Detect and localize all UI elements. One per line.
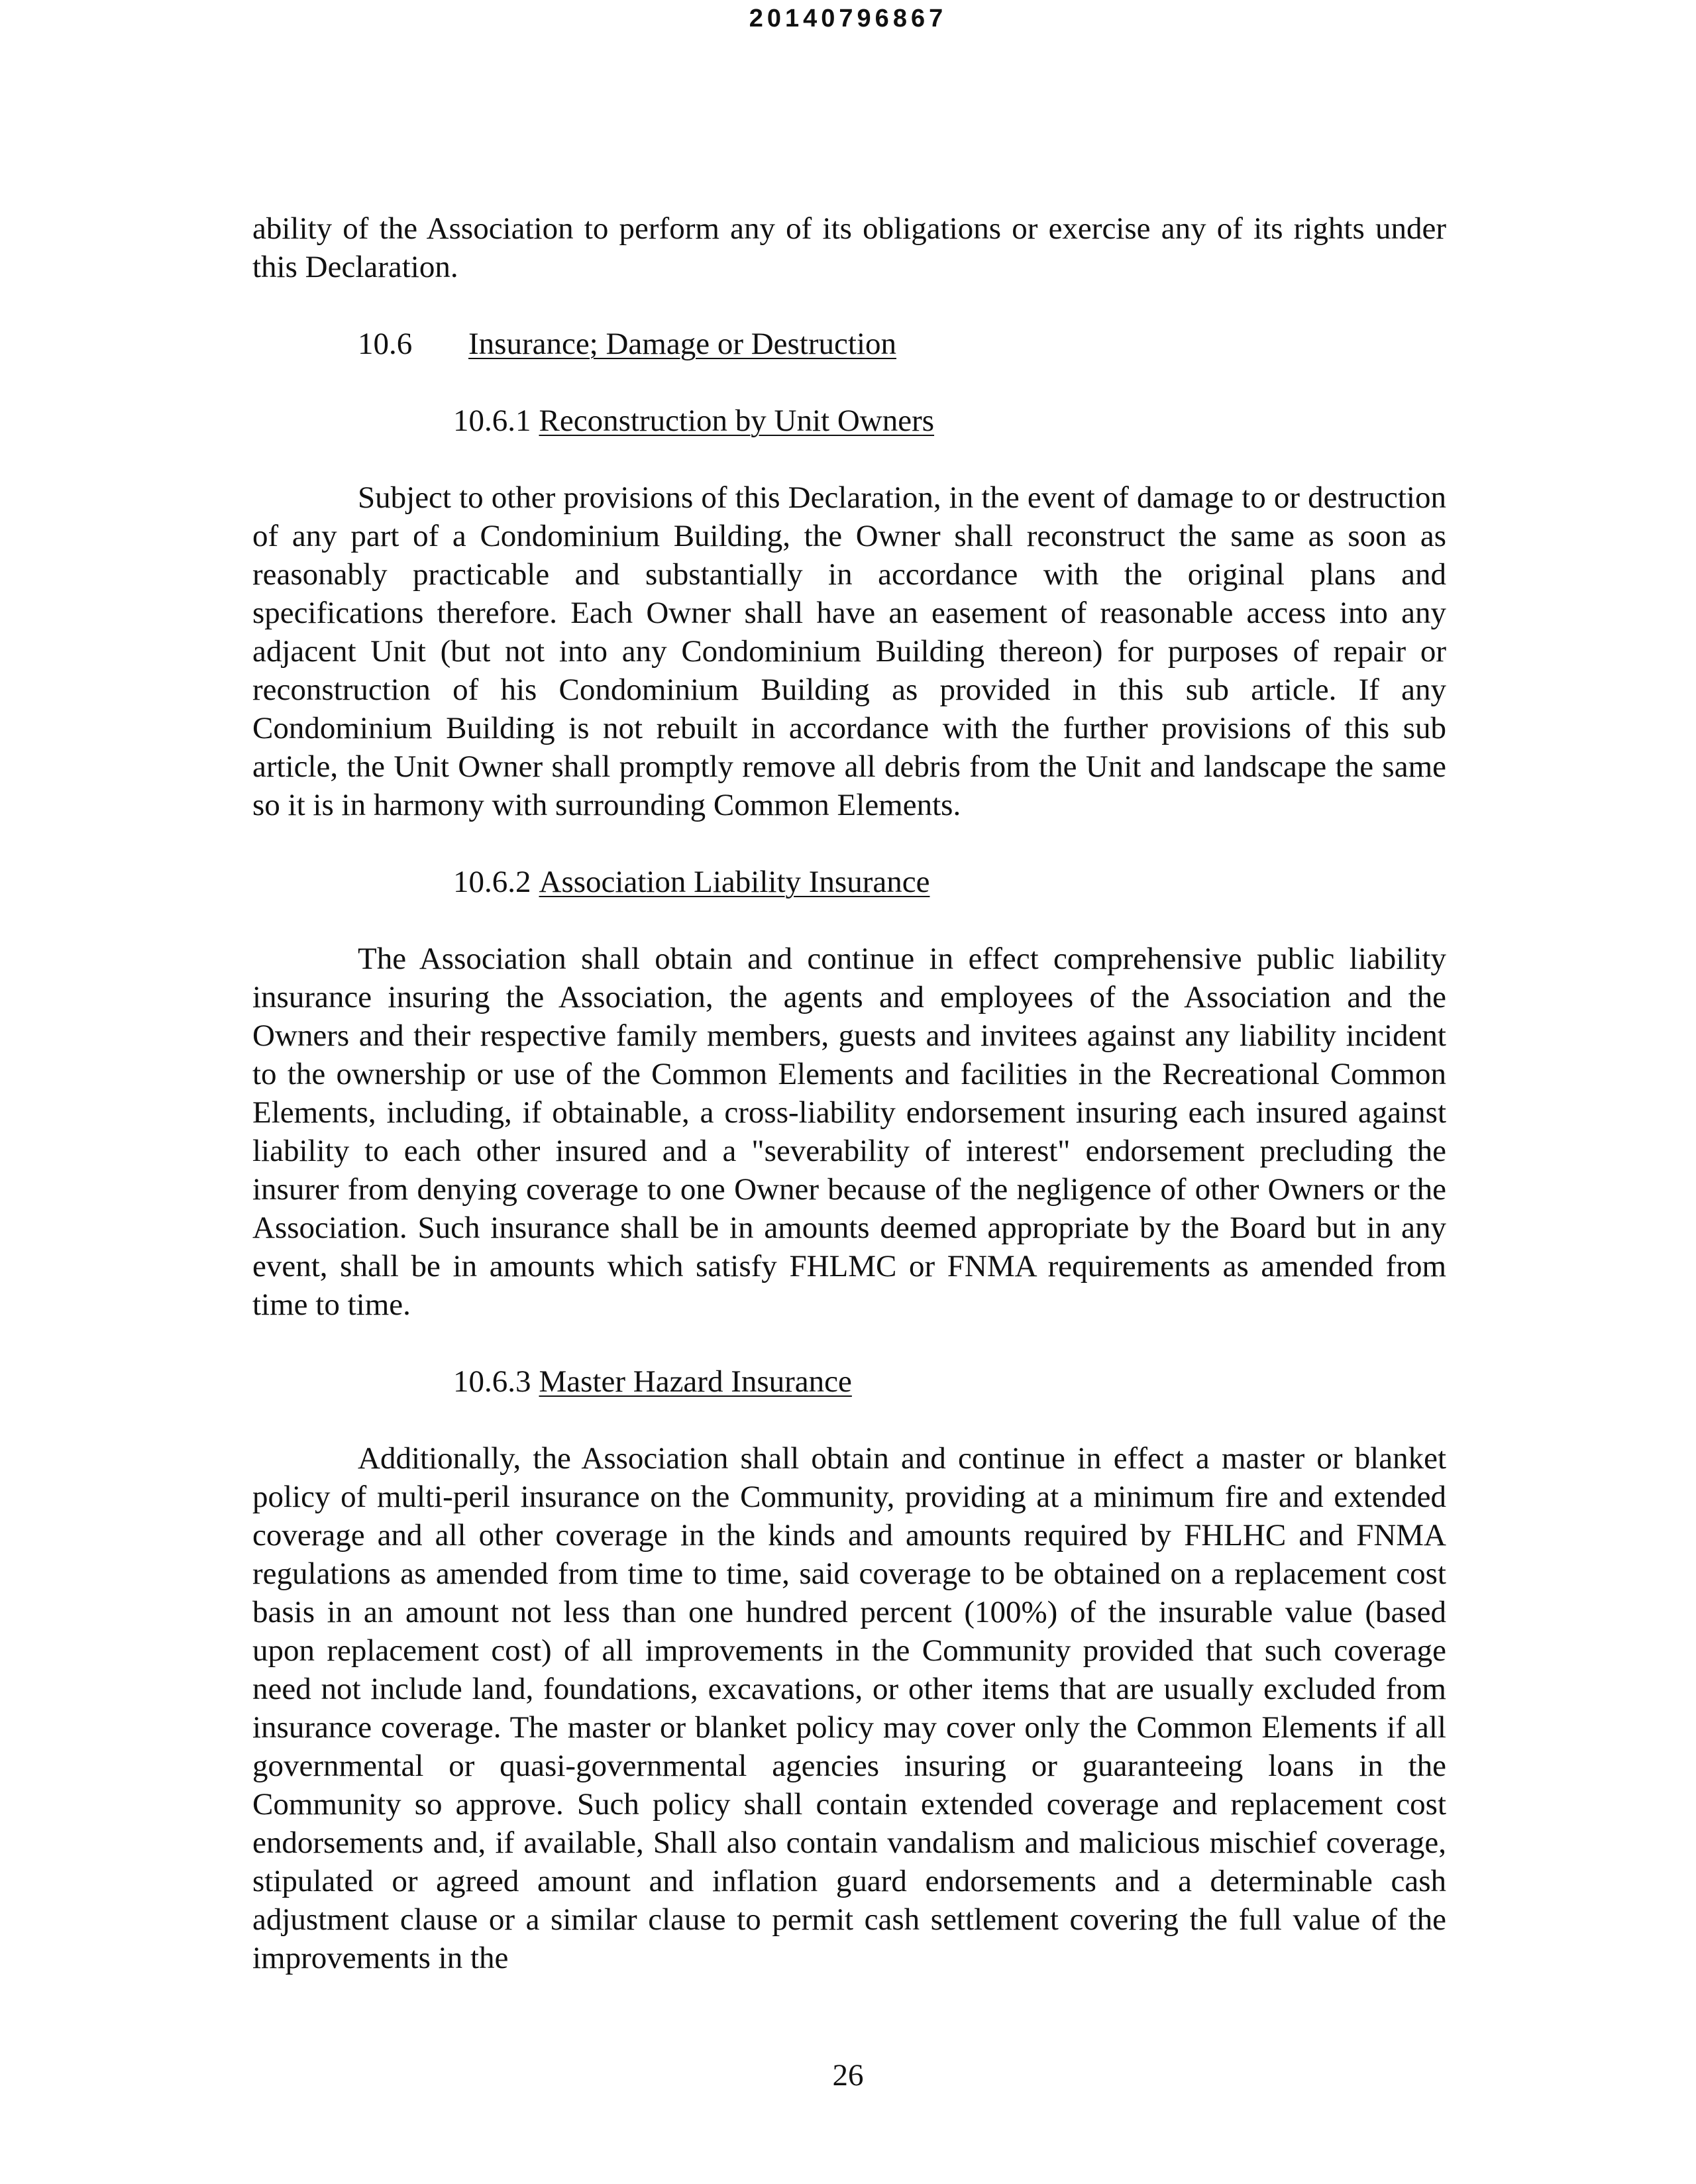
section-title: Insurance; Damage or Destruction (468, 327, 896, 361)
section-heading-10-6 (252, 325, 1446, 363)
section-10-6-3-paragraph: Additionally, the Association shall obtain and continue in effect a master or blanket policy of multi-peril insurance on the Community, providing at a minimum fire and extended coverage and all other coverage in the kinds and amounts required by FHLHC and FNMA regulations as amended from time to time, said coverage to be obtained on a replacement cost basis in an amount not less than one hundred percent (100%) of the insurable value (based upon replacement cost) of all improvements in the Community provided that such coverage need not include land, foundations, excavations, or other items that are usually excluded from insurance coverage. The master or blanket policy may cover only the Common Elements if all governmental or quasi-governmental agencies insuring or guaranteeing loans in the Community so approve. Such policy shall contain extended coverage and replacement cost endorsements and, if available, Shall also contain vandalism and malicious mischief coverage, stipulated or agreed amount and inflation guard endorsements and a determinable cash adjustment clause or a similar clause to permit cash settlement covering the full value of the improvements in the (252, 1441, 1446, 1975)
page-body (252, 209, 1446, 1977)
section-10-6-2-paragraph: The Association shall obtain and continue in effect comprehensive public liability insurance insuring the Association, the agents and employees of the Association and the Owners and their respective family members, guests and invitees against any liability incident to the ownership or use of the Common Elements and facilities in the Recreational Common Elements, including, if obtainable, a cross-liability endorsement insuring each insured against liability to each other insured and a "severability of interest" endorsement precluding the insurer from denying coverage to one Owner because of the negligence of other Owners or the Association. Such insurance shall be in amounts deemed appropriate by the Board but in any event, shall be in amounts which satisfy FHLMC or FNMA requirements as amended from time to time. (252, 942, 1446, 1322)
section-heading-10-6-3 (252, 1362, 1446, 1401)
document-number: 20140796867 (749, 5, 947, 32)
section-title: Reconstruction by Unit Owners (539, 404, 935, 438)
section-number: 10.6.1 (453, 404, 531, 438)
section-10-6-1-paragraph: Subject to other provisions of this Declaration, in the event of damage to or destruction of any part of a Condominium Building, the Owner shall reconstruct the same as soon as reasonably practicable and substantially in accordance with the original plans and specifications therefore. Each Owner shall have an easement of reasonable access into any adjacent Unit (but not into any Condominium Building thereon) for purposes of repair or reconstruction of his Condominium Building as provided in this sub article. If any Condominium Building is not rebuilt in accordance with the further provisions of this sub article, the Unit Owner shall promptly remove all debris from the Unit and landscape the same so it is in harmony with surrounding Common Elements. (252, 480, 1446, 822)
section-heading-10-6-1 (252, 402, 1446, 440)
section-number: 10.6.2 (453, 865, 531, 899)
section-number: 10.6 (358, 327, 413, 361)
intro-paragraph: ability of the Association to perform any of its obligations or exercise any of its rights under this Declaration. (252, 211, 1446, 284)
section-title: Association Liability Insurance (539, 865, 930, 899)
section-title: Master Hazard Insurance (539, 1364, 852, 1399)
section-heading-10-6-2 (252, 863, 1446, 901)
page-number: 26 (832, 2058, 864, 2093)
section-number: 10.6.3 (453, 1364, 531, 1399)
